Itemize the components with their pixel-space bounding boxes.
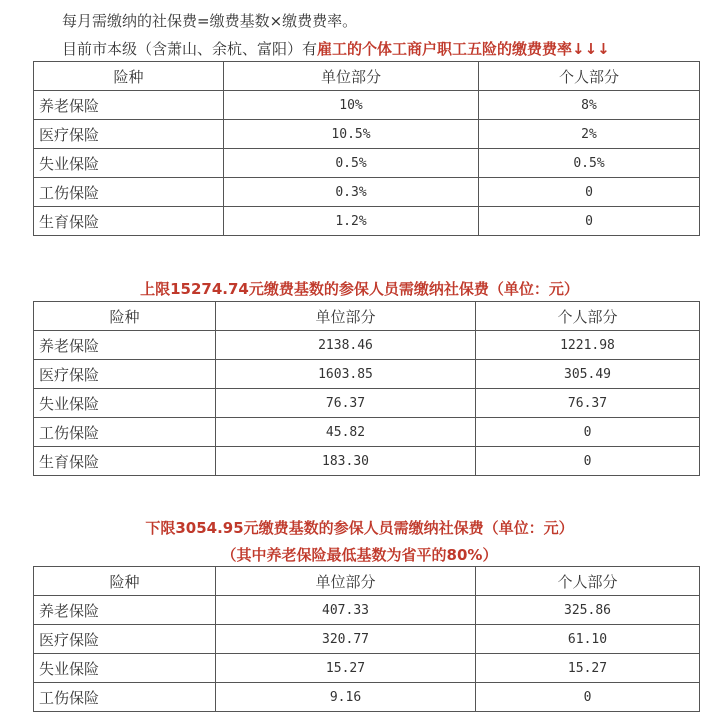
table-row — [34, 389, 700, 418]
upper-table-caption: 上限15274.74元缴费基数的参保人员需缴纳社保费（单位：元） — [140, 280, 579, 298]
table-header-row — [34, 62, 700, 91]
table-row — [34, 654, 700, 683]
personal-cell: 76.37 — [476, 389, 700, 418]
insurance-type-cell: 生育保险 — [34, 207, 224, 236]
employer-cell: 10% — [224, 91, 479, 120]
table-row — [34, 596, 700, 625]
personal-cell: 0 — [476, 447, 700, 476]
table-row — [34, 331, 700, 360]
employer-cell: 76.37 — [216, 389, 476, 418]
table-header-row — [34, 567, 700, 596]
insurance-type-cell: 养老保险 — [34, 596, 216, 625]
lower-table-caption-note: （其中养老保险最低基数为省平的80%） — [221, 546, 498, 564]
table-row — [34, 447, 700, 476]
lower-table-caption: 下限3054.95元缴费基数的参保人员需缴纳社保费（单位：元） — [145, 519, 574, 537]
insurance-type-cell: 失业保险 — [34, 389, 216, 418]
column-header-personal: 个人部分 — [476, 302, 700, 331]
employer-cell: 15.27 — [216, 654, 476, 683]
table-row — [34, 120, 700, 149]
insurance-type-cell: 失业保险 — [34, 149, 224, 178]
personal-cell: 0 — [479, 178, 700, 207]
table-row — [34, 149, 700, 178]
table-row — [34, 418, 700, 447]
personal-cell: 0 — [476, 418, 700, 447]
personal-cell: 305.49 — [476, 360, 700, 389]
upper-limit-table — [33, 301, 700, 476]
column-header-insurance-type: 险种 — [34, 302, 216, 331]
intro-rate-note — [62, 38, 610, 59]
column-header-personal: 个人部分 — [479, 62, 700, 91]
employer-cell: 320.77 — [216, 625, 476, 654]
personal-cell: 0.5% — [479, 149, 700, 178]
employer-cell: 0.3% — [224, 178, 479, 207]
column-header-employer: 单位部分 — [216, 567, 476, 596]
insurance-type-cell: 工伤保险 — [34, 418, 216, 447]
table-row — [34, 207, 700, 236]
employer-cell: 183.30 — [216, 447, 476, 476]
column-header-insurance-type: 险种 — [34, 62, 224, 91]
employer-cell: 10.5% — [224, 120, 479, 149]
personal-cell: 61.10 — [476, 625, 700, 654]
column-header-personal: 个人部分 — [476, 567, 700, 596]
employer-cell: 2138.46 — [216, 331, 476, 360]
table-row — [34, 91, 700, 120]
insurance-type-cell: 医疗保险 — [34, 120, 224, 149]
intro-rate-note-plain: 目前市本级（含萧山、余杭、富阳）有 — [62, 40, 318, 58]
personal-cell: 325.86 — [476, 596, 700, 625]
column-header-employer: 单位部分 — [216, 302, 476, 331]
insurance-type-cell: 工伤保险 — [34, 178, 224, 207]
employer-cell: 407.33 — [216, 596, 476, 625]
table-row — [34, 683, 700, 712]
insurance-type-cell: 工伤保险 — [34, 683, 216, 712]
insurance-type-cell: 医疗保险 — [34, 360, 216, 389]
insurance-type-cell: 养老保险 — [34, 91, 224, 120]
employer-cell: 9.16 — [216, 683, 476, 712]
insurance-type-cell: 医疗保险 — [34, 625, 216, 654]
table-header-row — [34, 302, 700, 331]
table-row — [34, 625, 700, 654]
lower-limit-table — [33, 566, 700, 712]
personal-cell: 0 — [476, 683, 700, 712]
insurance-type-cell: 养老保险 — [34, 331, 216, 360]
table-row — [34, 360, 700, 389]
employer-cell: 0.5% — [224, 149, 479, 178]
personal-cell: 15.27 — [476, 654, 700, 683]
rates-table — [33, 61, 700, 236]
personal-cell: 8% — [479, 91, 700, 120]
table-row — [34, 178, 700, 207]
employer-cell: 1.2% — [224, 207, 479, 236]
employer-cell: 45.82 — [216, 418, 476, 447]
insurance-type-cell: 生育保险 — [34, 447, 216, 476]
column-header-employer: 单位部分 — [224, 62, 479, 91]
personal-cell: 0 — [479, 207, 700, 236]
intro-rate-note-highlight: 雇工的个体工商户职工五险的缴费费率↓↓↓ — [317, 40, 610, 58]
personal-cell: 2% — [479, 120, 700, 149]
personal-cell: 1221.98 — [476, 331, 700, 360]
intro-formula: 每月需缴纳的社保费=缴费基数×缴费费率。 — [62, 12, 358, 30]
employer-cell: 1603.85 — [216, 360, 476, 389]
insurance-type-cell: 失业保险 — [34, 654, 216, 683]
column-header-insurance-type: 险种 — [34, 567, 216, 596]
